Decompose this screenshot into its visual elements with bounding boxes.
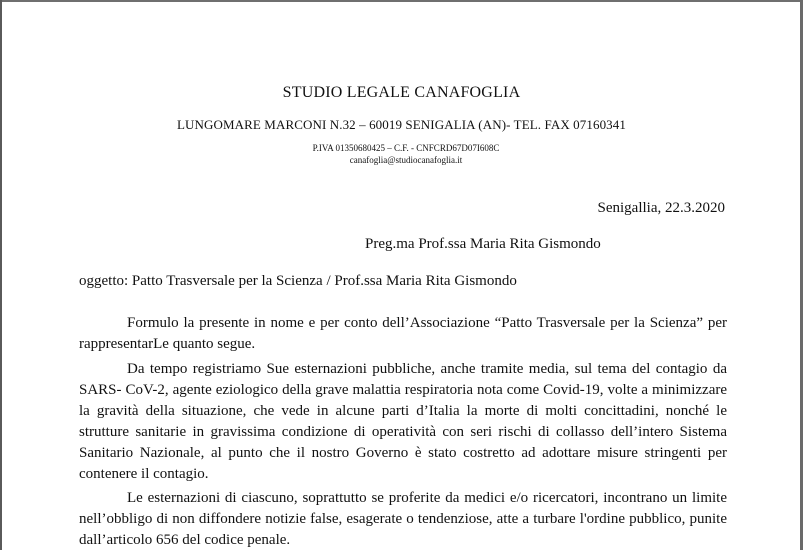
letterhead-firm-name: STUDIO LEGALE CANAFOGLIA — [282, 84, 521, 101]
body-paragraph-2: Da tempo registriamo Sue esternazioni pubbliche, anche tramite media, sul tema del contagio da SARS- CoV-2, agente eziologico della grave malattia respiratoria nota come Covid-19, volte a minimizzare la gravità della situazione, che vede in alcune parti d’Italia la morte di molti concittadini, nonché le strutture sanitarie in gravissima condizione di operatività con seri rischi di collasso dell’intero Sistema Sanitario Nazionale, al punto che il nostro Governo è stato costretto ad adottare misure stringenti per contenere il contagio. — [79, 361, 727, 482]
window-left-edge — [0, 0, 2, 550]
subject-line: oggetto: Patto Trasversale per la Scienza / Prof.ssa Maria Rita Gismondo — [79, 273, 517, 289]
letterhead-fiscal-codes: P.IVA 01350680425 – C.F. - CNFCRD67D07I608C — [312, 143, 500, 153]
letterhead-email: canafoglia@studiocanafoglia.it — [349, 155, 463, 165]
body-paragraph-1: Formulo la presente in nome e per conto dell’Associazione “Patto Trasversale per la Scienza” per rappresentarLe quanto segue. — [79, 315, 727, 352]
recipient-line: Preg.ma Prof.ssa Maria Rita Gismondo — [365, 236, 601, 252]
window-top-edge — [0, 0, 803, 2]
place-and-date: Senigallia, 22.3.2020 — [597, 200, 725, 216]
letterhead-address: LUNGOMARE MARCONI N.32 – 60019 SENIGALIA (AN)- TEL. FAX 07160341 — [177, 117, 626, 132]
body-paragraph-3: Le esternazioni di ciascuno, soprattutto se proferite da medici e/o ricercatori, incontrano un limite nell’obbligo di non diffondere notizie false, esagerate o tendenziose, atte a turbare l'ordine pubblico, punite dall’articolo 656 del codice penale. — [79, 490, 727, 548]
letter-body — [79, 313, 727, 550]
